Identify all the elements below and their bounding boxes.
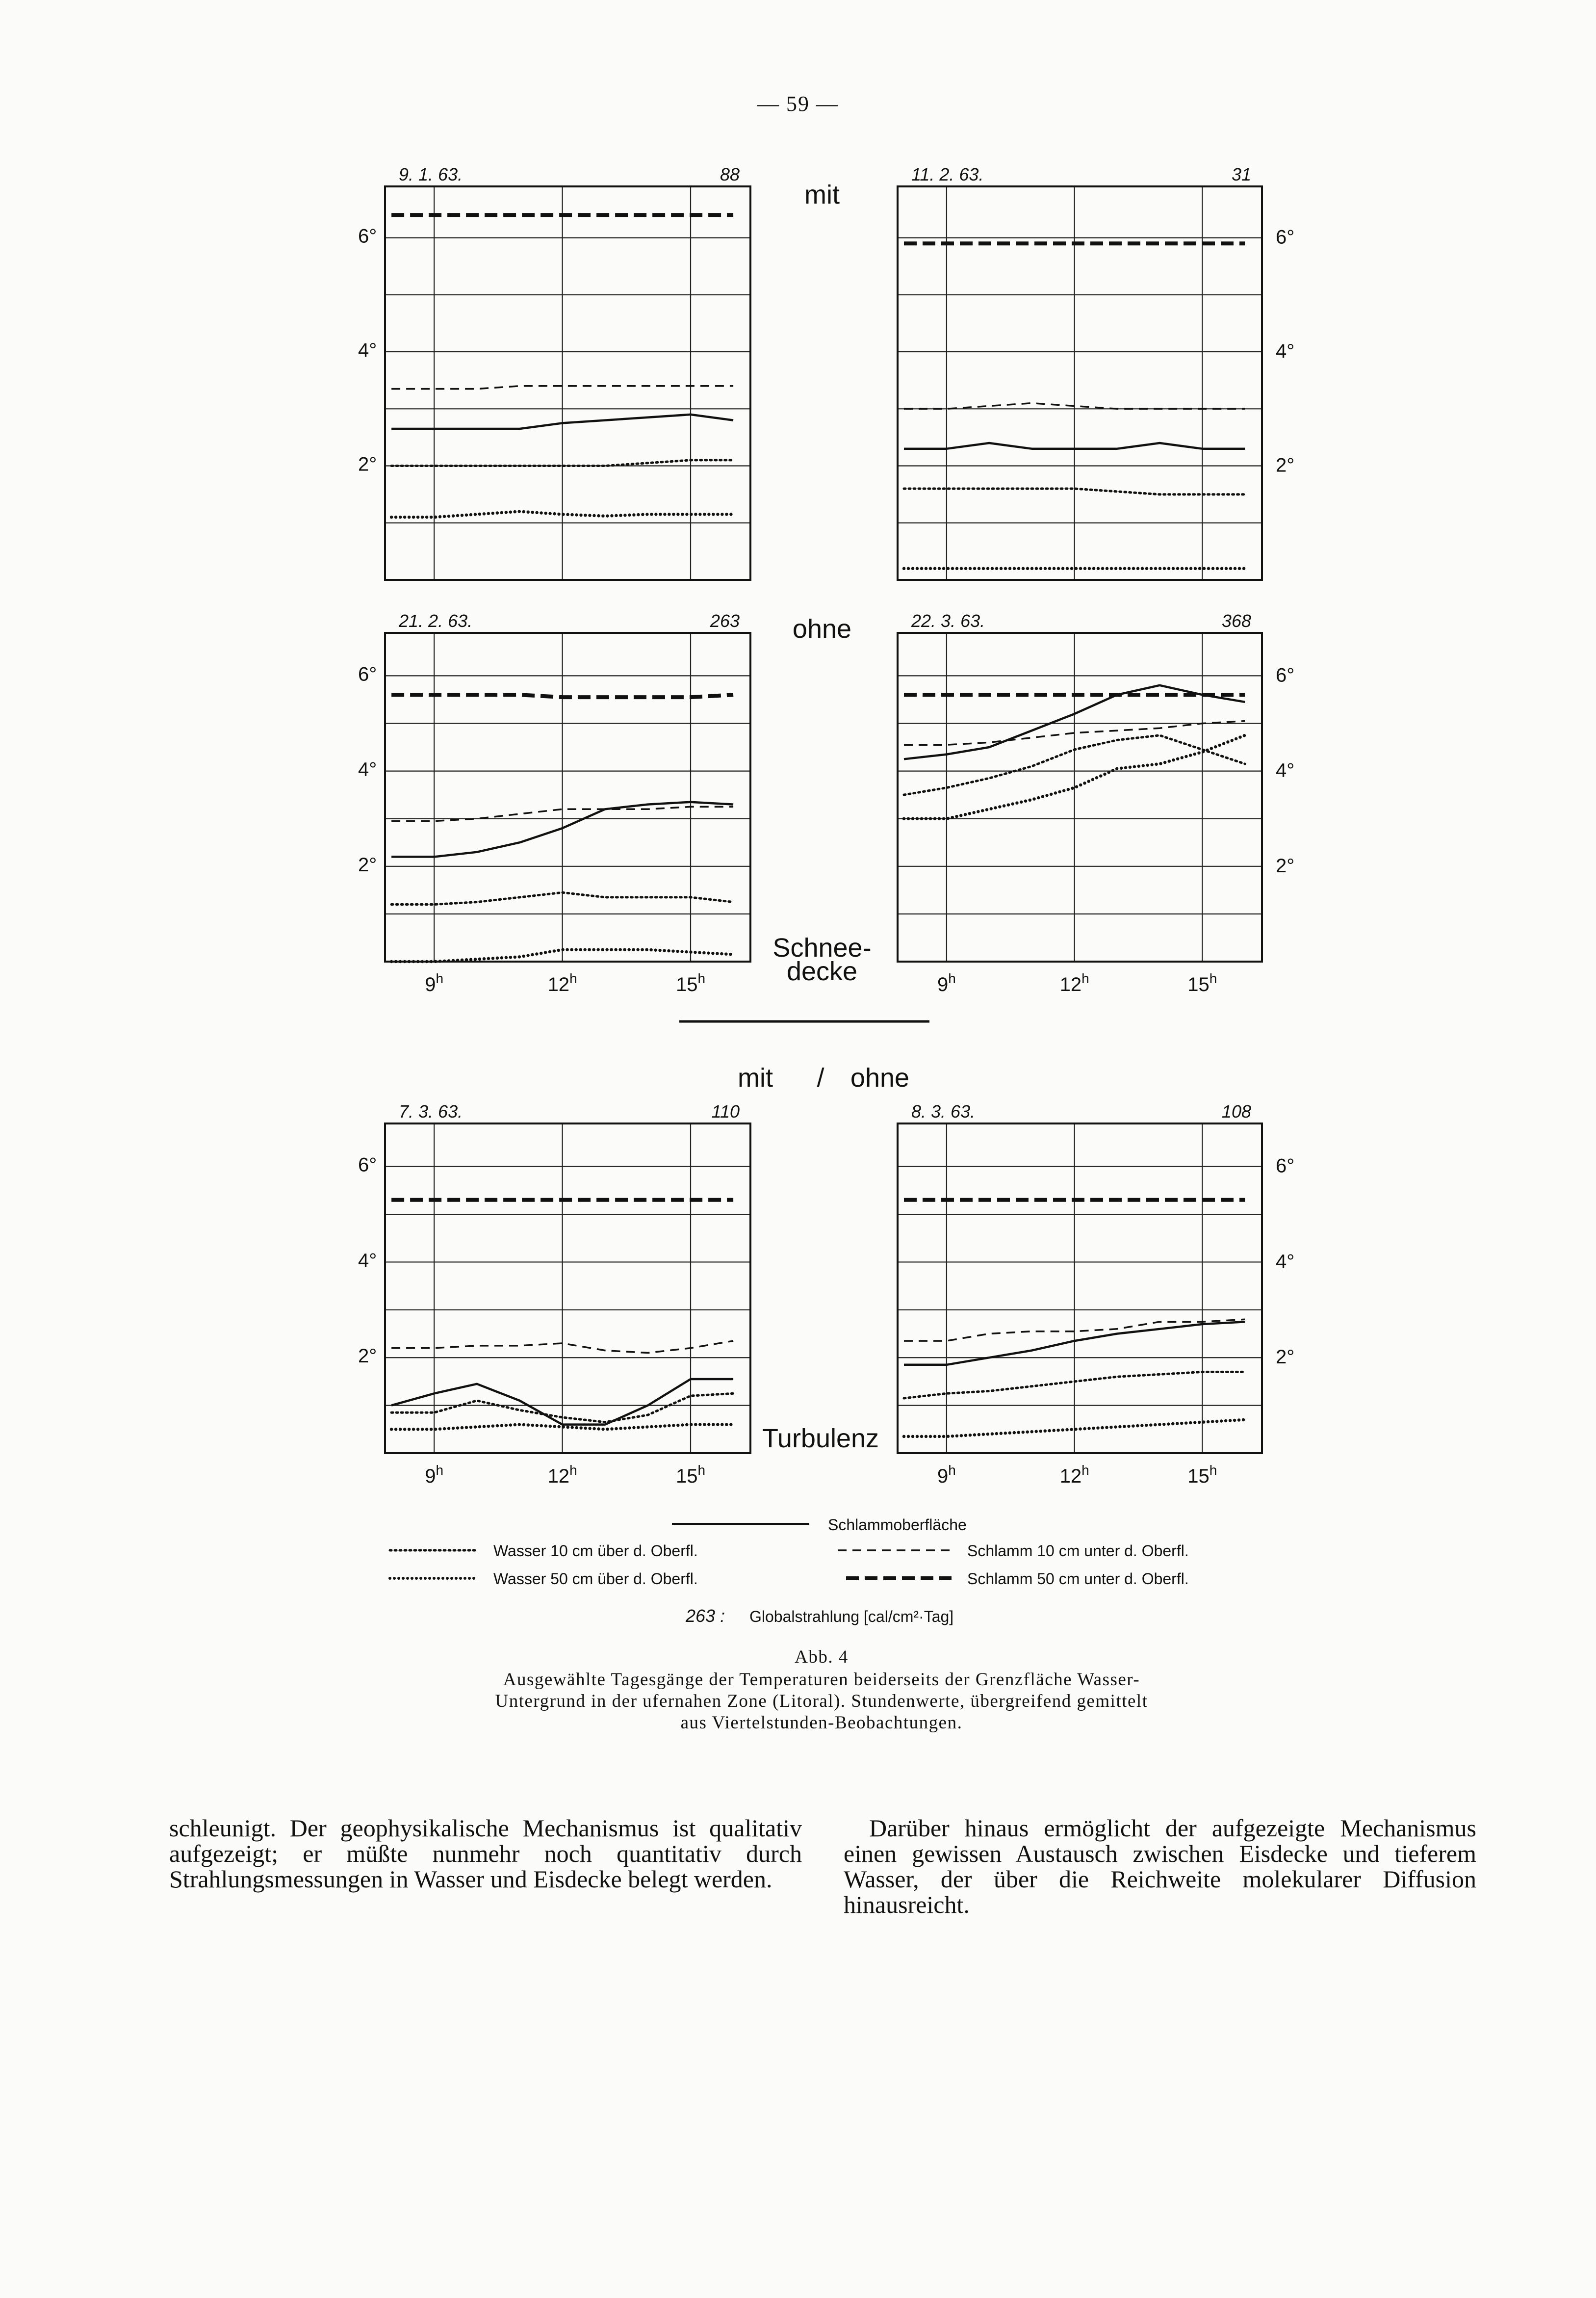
y-tick-label: 2°	[358, 854, 377, 876]
legend-radiation-label: Globalstrahlung [cal/cm²·Tag]	[749, 1608, 954, 1625]
chart-panel-1	[358, 164, 750, 580]
body-column-right	[844, 1815, 1476, 1917]
x-tick-label: 9$^h$	[425, 971, 444, 995]
legend-schlammoberflaeche: Schlammoberfläche	[828, 1516, 967, 1534]
y-tick-label: 4°	[1276, 759, 1295, 782]
label-mit: mit	[804, 180, 840, 209]
y-tick-label: 6°	[1276, 226, 1295, 248]
chart-panel-4	[898, 611, 1294, 995]
body-paragraph-right: Darüber hinaus ermöglicht der aufgezeigte Mechanismus einen gewissen Austausch zwischen Eisdecke und tieferem Wasser, der über die Reichweite molekularer Diffusion hinausreicht.	[844, 1814, 1476, 1918]
label-bottom-mit: mit	[738, 1063, 773, 1093]
panel-date: 8. 3. 63.	[911, 1101, 976, 1122]
panel-frame	[385, 633, 750, 962]
x-tick-label: 12$^h$	[1059, 971, 1089, 995]
panel-frame	[898, 1123, 1262, 1453]
label-bottom-slash: /	[817, 1063, 824, 1093]
body-column-left	[169, 1815, 802, 1892]
y-tick-label: 2°	[358, 453, 377, 475]
panel-date: 21. 2. 63.	[399, 611, 473, 631]
y-tick-label: 2°	[1276, 454, 1295, 476]
panel-date: 11. 2. 63.	[911, 164, 984, 184]
legend-radiation-key: 263 :	[686, 1606, 725, 1626]
panel-radiation: 368	[1221, 611, 1251, 631]
x-tick-label: 15$^h$	[675, 971, 706, 995]
caption-text: Ausgewählte Tagesgänge der Temperaturen beiderseits der Grenzfläche Wasser-Untergrund in der ufernahen Zone (Litoral). Stundenwerte, übergreifend gemittelt aus Viertelstunden-Beobachtungen.	[495, 1670, 1148, 1733]
chart-panel-2	[898, 164, 1294, 580]
panel-frame	[898, 186, 1262, 580]
y-tick-label: 2°	[358, 1345, 377, 1367]
label-ohne: ohne	[792, 614, 852, 644]
label-turbulenz: Turbulenz	[762, 1424, 879, 1453]
panel-radiation: 88	[720, 164, 740, 184]
y-tick-label: 6°	[358, 663, 377, 685]
panel-radiation: 263	[710, 611, 740, 631]
y-tick-label: 4°	[358, 758, 377, 781]
x-tick-label: 12$^h$	[1059, 1462, 1089, 1487]
panel-frame	[385, 1123, 750, 1453]
y-tick-label: 6°	[358, 225, 377, 247]
body-paragraph-left: schleunigt. Der geophysikalische Mechanismus ist qualitativ aufgezeigt; er müßte nunmehr noch quantitativ durch Strahlungsmessungen in Wasser und Eisdecke belegt werden.	[169, 1814, 802, 1893]
panel-date: 9. 1. 63.	[399, 164, 463, 184]
y-tick-label: 6°	[1276, 1155, 1295, 1177]
y-tick-label: 6°	[358, 1154, 377, 1176]
y-tick-label: 4°	[358, 1250, 377, 1272]
x-tick-label: 9$^h$	[937, 971, 956, 995]
chart-panel-6	[898, 1101, 1294, 1487]
y-tick-label: 4°	[358, 339, 377, 362]
page-number: — 59 —	[757, 92, 839, 116]
x-tick-label: 9$^h$	[425, 1462, 444, 1487]
legend-wasser50: Wasser 50 cm über d. Oberfl.	[493, 1570, 698, 1588]
y-tick-label: 2°	[1276, 855, 1295, 877]
y-tick-label: 6°	[1276, 664, 1295, 686]
label-decke: decke	[786, 957, 858, 986]
figure-caption	[490, 1646, 1153, 1734]
panel-date: 7. 3. 63.	[399, 1101, 463, 1122]
label-schnee: Schnee-	[772, 933, 872, 963]
x-tick-label: 12$^h$	[547, 1462, 577, 1487]
chart-panels	[358, 164, 1294, 1487]
panel-frame	[898, 633, 1262, 962]
legend-schlamm10: Schlamm 10 cm unter d. Oberfl.	[967, 1542, 1189, 1560]
chart-panel-5	[358, 1101, 750, 1487]
caption-title: Abb. 4	[795, 1647, 849, 1667]
x-tick-label: 9$^h$	[937, 1462, 956, 1487]
label-bottom-ohne: ohne	[850, 1063, 910, 1093]
y-tick-label: 2°	[1276, 1346, 1295, 1368]
x-tick-label: 12$^h$	[547, 971, 577, 995]
panel-date: 22. 3. 63.	[911, 611, 985, 631]
x-tick-label: 15$^h$	[1187, 971, 1217, 995]
y-tick-label: 4°	[1276, 340, 1295, 363]
legend-wasser10: Wasser 10 cm über d. Oberfl.	[493, 1542, 698, 1560]
panel-radiation: 110	[711, 1101, 740, 1122]
panel-radiation: 31	[1231, 164, 1251, 184]
x-tick-label: 15$^h$	[675, 1462, 706, 1487]
y-tick-label: 4°	[1276, 1251, 1295, 1273]
x-tick-label: 15$^h$	[1187, 1462, 1217, 1487]
legend-schlamm50: Schlamm 50 cm unter d. Oberfl.	[967, 1570, 1189, 1588]
panel-radiation: 108	[1221, 1101, 1251, 1122]
panel-frame	[385, 186, 750, 580]
chart-panel-3	[358, 611, 750, 995]
